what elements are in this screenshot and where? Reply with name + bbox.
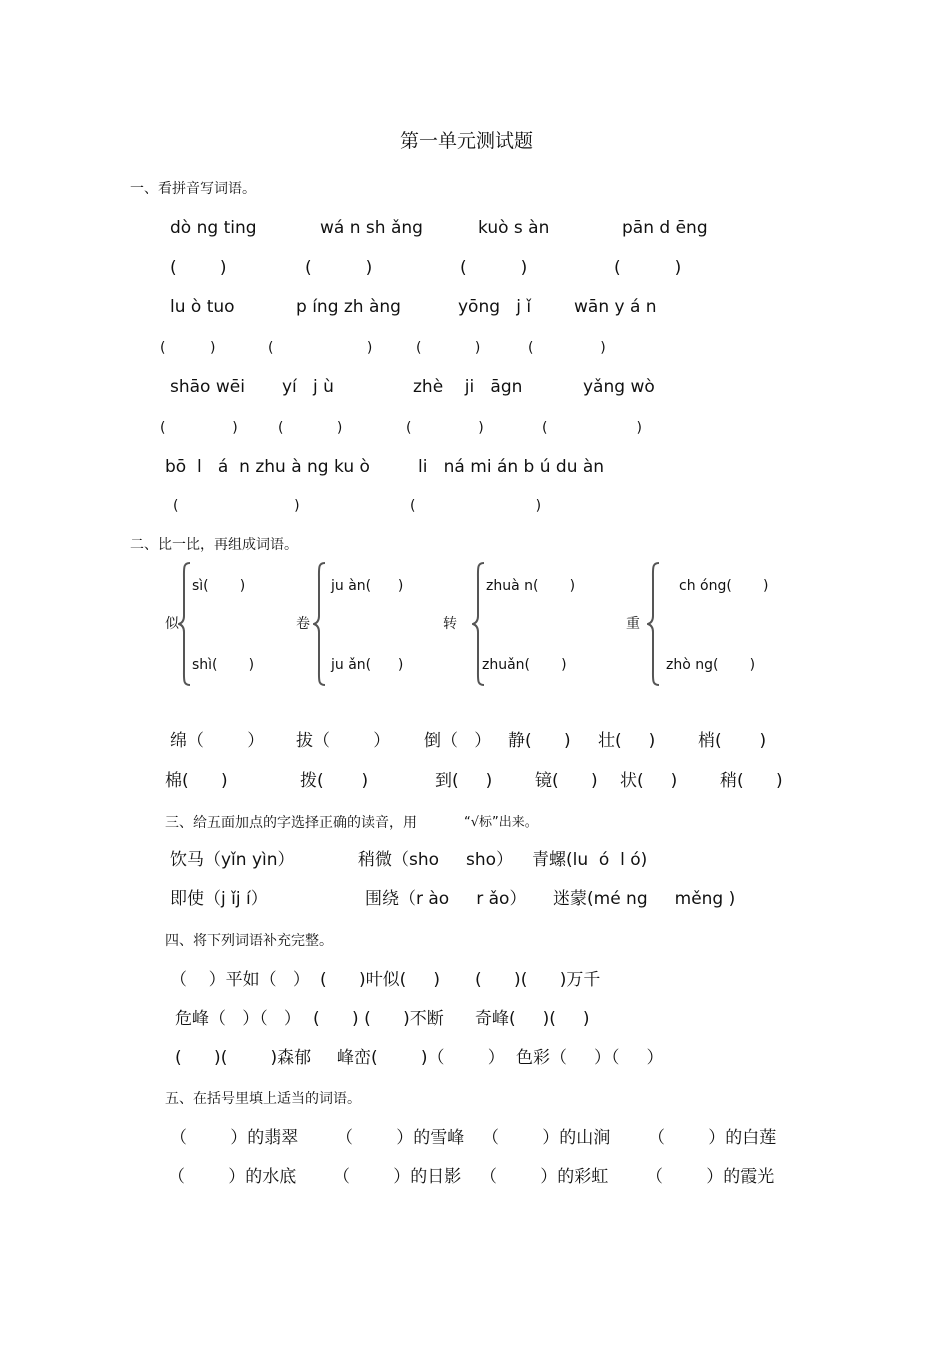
pinyin: zhè ji āgn — [413, 377, 523, 397]
pinyin: kuò s àn — [478, 218, 550, 238]
answer-blank[interactable]: ( ) — [170, 258, 227, 278]
brace-group-2 — [313, 560, 329, 688]
word-pair[interactable]: 到( ) — [435, 771, 493, 791]
pinyin: wān y á n — [574, 297, 657, 317]
idiom-fill[interactable]: 峰峦( )（ ） — [337, 1048, 505, 1068]
section-2-heading: 二、比一比，再组成词语。 — [130, 537, 298, 553]
compare-reading: ju ǎn( ) — [331, 657, 404, 673]
phrase-fill[interactable]: （ ）的翡翠 — [170, 1128, 299, 1148]
phrase-fill[interactable]: （ ）的日影 — [333, 1167, 462, 1187]
section-3-heading: 三、给五面加点的字选择正确的读音，用 — [165, 815, 417, 831]
pinyin: bō l á n zhu à ng ku ò — [165, 457, 370, 477]
word-pair[interactable]: 绵（ ） — [170, 731, 265, 751]
reading-choice[interactable]: 青螺(lu ó l ó) — [532, 850, 648, 870]
answer-blank[interactable]: ( ) — [173, 498, 300, 514]
idiom-fill[interactable]: （ ）平如（ ） — [170, 970, 310, 990]
section-5-heading: 五、在括号里填上适当的词语。 — [165, 1091, 361, 1107]
word-pair[interactable]: 稍( ) — [720, 771, 783, 791]
compare-reading: ju àn( ) — [331, 578, 404, 594]
idiom-fill[interactable]: ( ) ( )不断 — [313, 1009, 444, 1029]
pinyin: dò ng ting — [170, 218, 257, 238]
reading-choice[interactable]: 围绕（r ào r ǎo） — [365, 889, 527, 909]
reading-choice[interactable]: 即使（j ǐj í） — [170, 889, 268, 909]
section-3-heading-tail: “√标”出来。 — [464, 815, 538, 830]
idiom-fill[interactable]: 色彩（ ）（ ） — [516, 1048, 664, 1068]
compare-reading: ch óng( ) — [679, 578, 769, 594]
phrase-fill[interactable]: （ ）的白莲 — [648, 1128, 777, 1148]
answer-blank[interactable]: ( ) — [160, 340, 216, 356]
answer-blank[interactable]: ( ) — [305, 258, 373, 278]
answer-blank[interactable]: ( ) — [614, 258, 682, 278]
idiom-fill[interactable]: ( )( )万千 — [475, 970, 601, 990]
section-4-heading: 四、将下列词语补充完整。 — [165, 933, 333, 949]
page-title: 第一单元测试题 — [400, 130, 534, 152]
pinyin: shāo wēi — [170, 377, 245, 397]
answer-blank[interactable]: ( ) — [542, 420, 642, 436]
word-pair[interactable]: 静( ) — [508, 731, 571, 751]
section-1-heading: 一、看拼音写词语。 — [130, 181, 256, 197]
pinyin: li ná mi án b ú du àn — [418, 457, 605, 477]
idiom-fill[interactable]: ( )( )森郁 — [175, 1048, 312, 1068]
word-pair[interactable]: 镜( ) — [535, 771, 598, 791]
word-pair[interactable]: 状( ) — [620, 771, 678, 791]
word-pair[interactable]: 壮( ) — [598, 731, 656, 751]
brace-group-4 — [647, 560, 663, 688]
answer-blank[interactable]: ( ) — [528, 340, 606, 356]
pinyin: yí j ù — [282, 377, 334, 397]
answer-blank[interactable]: ( ) — [416, 340, 481, 356]
pinyin: p íng zh àng — [296, 297, 401, 317]
compare-reading: zhuǎn( ) — [482, 657, 567, 673]
word-pair[interactable]: 梢( ) — [698, 731, 767, 751]
phrase-fill[interactable]: （ ）的山涧 — [482, 1128, 611, 1148]
compare-reading: shì( ) — [192, 657, 255, 673]
phrase-fill[interactable]: （ ）的霞光 — [646, 1167, 775, 1187]
answer-blank[interactable]: ( ) — [406, 420, 484, 436]
reading-choice[interactable]: 迷蒙(mé ng měng ) — [553, 889, 736, 909]
compare-char: 卷 — [296, 616, 310, 632]
reading-choice[interactable]: 饮马（yǐn yìn） — [170, 850, 295, 870]
compare-reading: zhò ng( ) — [666, 657, 756, 673]
word-pair[interactable]: 拔（ ） — [296, 731, 391, 751]
pinyin: yōng j ǐ — [458, 297, 532, 317]
answer-blank[interactable]: ( ) — [460, 258, 528, 278]
phrase-fill[interactable]: （ ）的雪峰 — [336, 1128, 465, 1148]
compare-reading: zhuà n( ) — [486, 578, 576, 594]
compare-char: 似 — [165, 616, 179, 632]
pinyin: yǎng wò — [583, 377, 655, 397]
pinyin: pān d ēng — [622, 218, 708, 238]
word-pair[interactable]: 倒（ ） — [424, 731, 492, 751]
compare-char: 转 — [443, 616, 457, 632]
idiom-fill[interactable]: 危峰（ ）（ ） — [175, 1009, 301, 1029]
phrase-fill[interactable]: （ ）的水底 — [168, 1167, 297, 1187]
idiom-fill[interactable]: ( )叶似( ) — [320, 970, 440, 990]
compare-reading: sì( ) — [192, 578, 246, 594]
compare-char: 重 — [626, 616, 640, 632]
idiom-fill[interactable]: 奇峰( )( ) — [475, 1009, 590, 1029]
phrase-fill[interactable]: （ ）的彩虹 — [480, 1167, 609, 1187]
answer-blank[interactable]: ( ) — [268, 340, 373, 356]
pinyin: lu ò tuo — [170, 297, 235, 317]
reading-choice[interactable]: 稍微（sho sho） — [358, 850, 514, 870]
answer-blank[interactable]: ( ) — [278, 420, 343, 436]
answer-blank[interactable]: ( ) — [410, 498, 542, 514]
pinyin: wá n sh ǎng — [320, 218, 423, 238]
answer-blank[interactable]: ( ) — [160, 420, 238, 436]
word-pair[interactable]: 拨( ) — [300, 771, 369, 791]
word-pair[interactable]: 棉( ) — [165, 771, 228, 791]
